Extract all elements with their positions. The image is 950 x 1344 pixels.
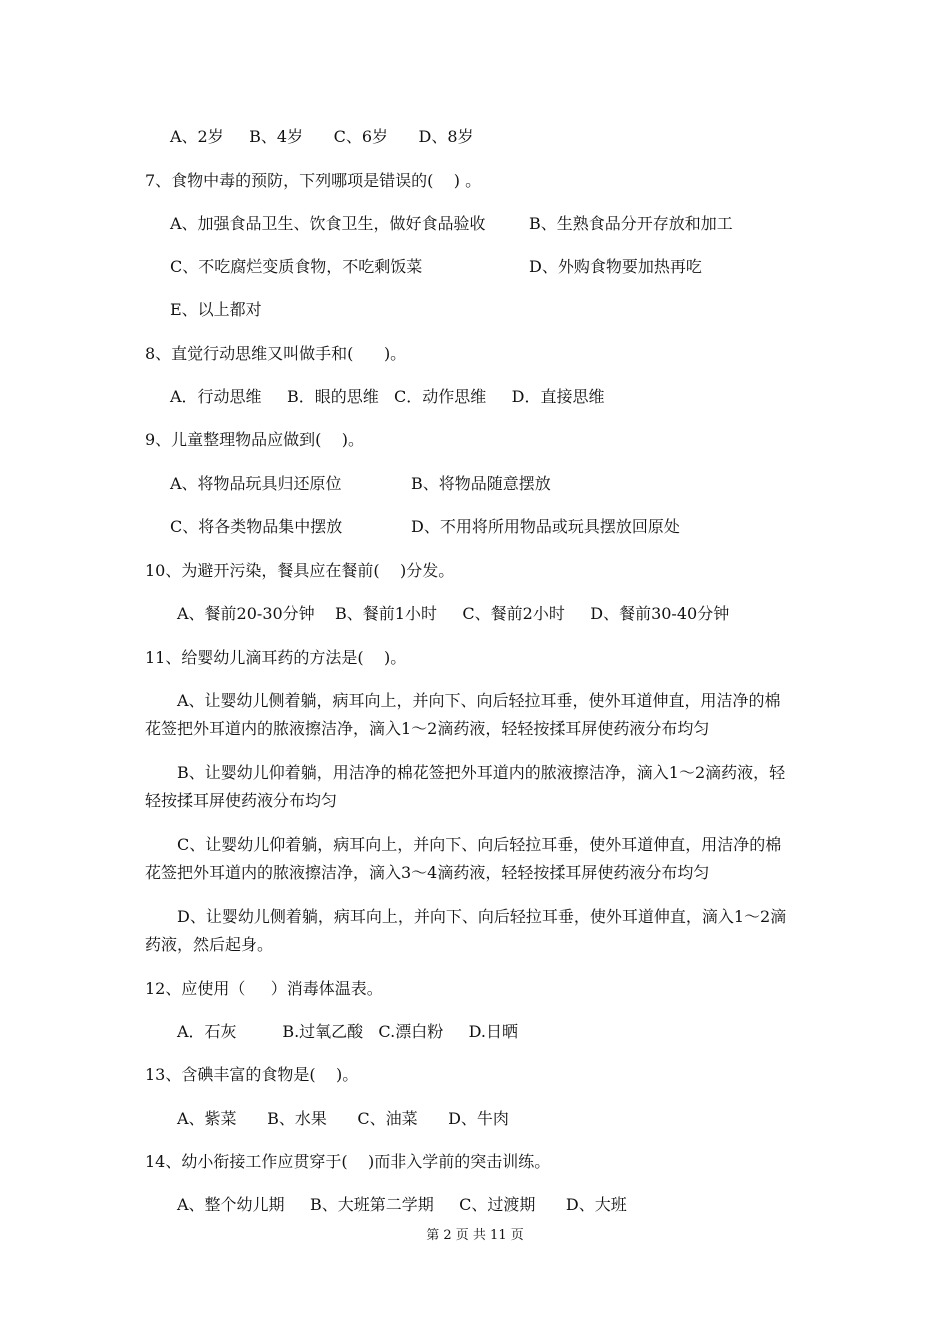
q9-stem: 9、儿童整理物品应做到( )。: [145, 430, 365, 449]
q14-stem: 14、幼小衔接工作应贯穿于( )而非入学前的突击训练。: [145, 1152, 551, 1171]
q6-options: A、2岁 B、4岁 C、6岁 D、8岁: [170, 127, 474, 146]
q11-option-a-line1: A、让婴幼儿侧着躺，病耳向上，并向下、向后轻拉耳垂，使外耳道伸直，用洁净的棉: [177, 691, 781, 710]
q10-options: A、餐前20-30分钟 B、餐前1小时 C、餐前2小时 D、餐前30-40分钟: [177, 604, 730, 623]
q13-options: A、紫菜 B、水果 C、油菜 D、牛肉: [177, 1109, 509, 1128]
q7-stem: 7、食物中毒的预防，下列哪项是错误的( ) 。: [145, 171, 482, 190]
q9-option-a: A、将物品玩具归还原位: [170, 474, 342, 493]
q12-stem: 12、应使用（ ）消毒体温表。: [145, 979, 383, 998]
q7-option-b: B、生熟食品分开存放和加工: [529, 214, 733, 233]
q11-option-c-line2: 花签把外耳道内的脓液擦洁净，滴入3～4滴药液，轻轻按揉耳屏使药液分布均匀: [145, 863, 710, 882]
page-footer: 第 2 页 共 11 页: [426, 1228, 524, 1243]
q11-option-b-line2: 轻按揉耳屏使药液分布均匀: [145, 791, 338, 810]
q9-option-b: B、将物品随意摆放: [411, 474, 551, 493]
q7-option-e: E、以上都对: [170, 300, 262, 319]
q8-stem: 8、直觉行动思维又叫做手和( )。: [145, 344, 407, 363]
q12-options: A．石灰 B.过氧乙酸 C.漂白粉 D.日晒: [177, 1022, 518, 1041]
q7-option-a: A、加强食品卫生、饮食卫生，做好食品验收: [170, 214, 486, 233]
q11-stem: 11、给婴幼儿滴耳药的方法是( )。: [145, 648, 407, 667]
q11-option-d-line2: 药液，然后起身。: [145, 935, 274, 954]
q13-stem: 13、含碘丰富的食物是( )。: [145, 1065, 359, 1084]
q10-stem: 10、为避开污染，餐具应在餐前( )分发。: [145, 561, 455, 580]
q7-option-d: D、外购食物要加热再吃: [529, 257, 702, 276]
q14-options: A、整个幼儿期 B、大班第二学期 C、过渡期 D、大班: [177, 1195, 627, 1214]
q11-option-c-line1: C、让婴幼儿仰着躺，病耳向上，并向下、向后轻拉耳垂，使外耳道伸直，用洁净的棉: [177, 835, 782, 854]
q11-option-d-line1: D、让婴幼儿侧着躺，病耳向上，并向下、向后轻拉耳垂，使外耳道伸直，滴入1～2滴: [177, 907, 787, 926]
q9-option-d: D、不用将所用物品或玩具摆放回原处: [411, 517, 680, 536]
q9-option-c: C、将各类物品集中摆放: [170, 517, 343, 536]
q11-option-a-line2: 花签把外耳道内的脓液擦洁净，滴入1～2滴药液，轻轻按揉耳屏使药液分布均匀: [145, 719, 710, 738]
q11-option-b-line1: B、让婴幼儿仰着躺，用洁净的棉花签把外耳道内的脓液擦洁净，滴入1～2滴药液，轻: [177, 763, 786, 782]
q7-option-c: C、不吃腐烂变质食物，不吃剩饭菜: [170, 257, 423, 276]
q8-options: A．行动思维 B．眼的思维 C．动作思维 D．直接思维: [170, 387, 605, 406]
